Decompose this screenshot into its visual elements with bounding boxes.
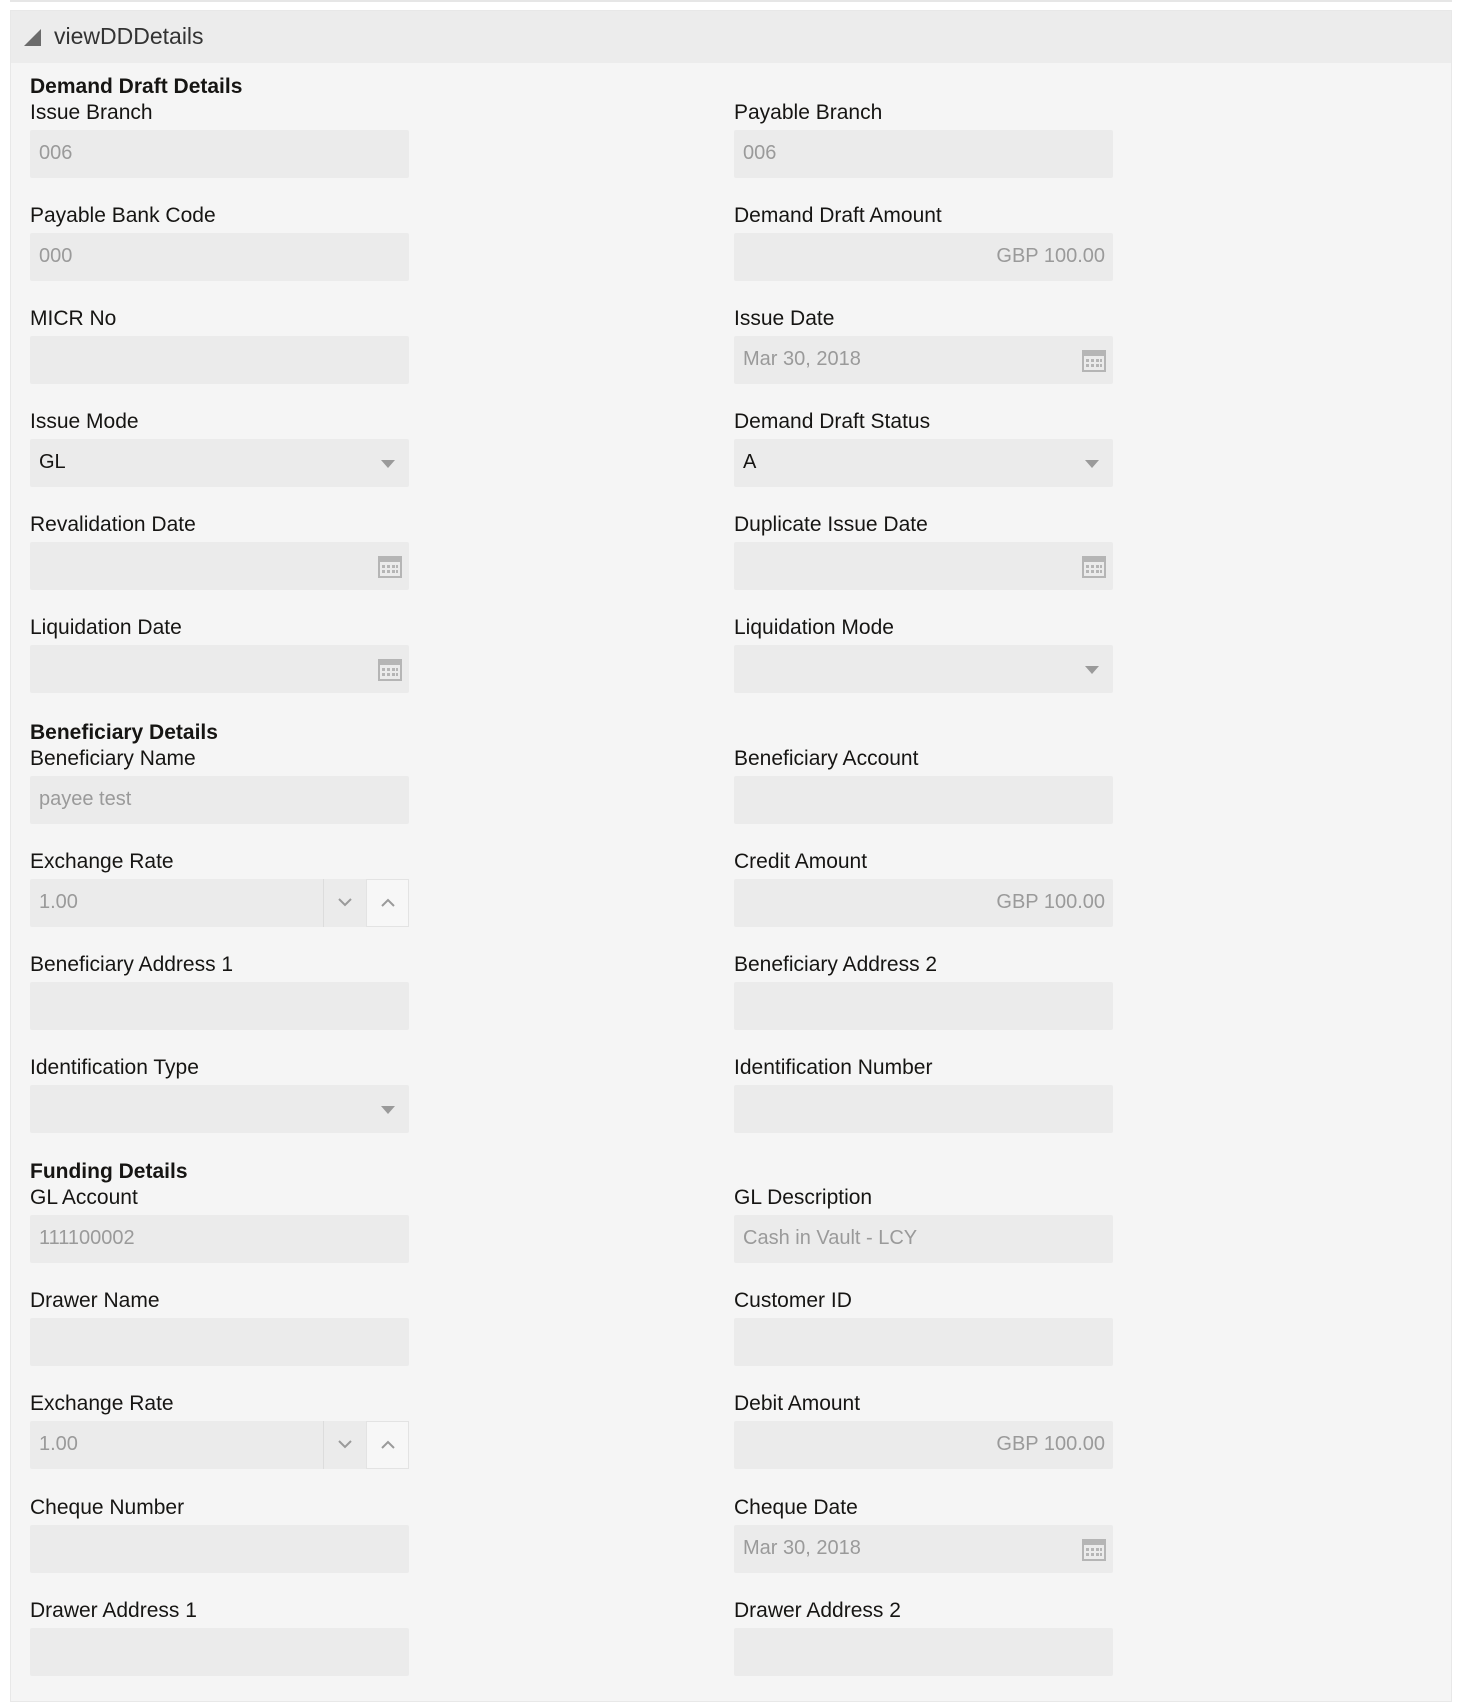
gl-description-field[interactable]: [734, 1215, 1113, 1263]
fund-exchange-rate-label: Exchange Rate: [30, 1392, 174, 1415]
beneficiary-account-field[interactable]: [734, 776, 1113, 824]
cheque-number-field[interactable]: [30, 1525, 409, 1573]
gl-account-field[interactable]: [30, 1215, 409, 1263]
issue-mode-select[interactable]: [30, 439, 409, 487]
duplicate-issue-date-label: Duplicate Issue Date: [734, 513, 928, 536]
cheque-number-label: Cheque Number: [30, 1496, 185, 1519]
dd-status-select[interactable]: [734, 439, 1113, 487]
issue-mode-label: Issue Mode: [30, 410, 139, 433]
liquidation-mode-select[interactable]: [734, 645, 1113, 693]
beneficiary-account-label: Beneficiary Account: [734, 747, 919, 770]
payable-branch-label: Payable Branch: [734, 101, 883, 124]
chevron-down-icon[interactable]: [381, 460, 395, 468]
section-title-funding: Funding Details: [30, 1160, 188, 1183]
debit-amount-field[interactable]: [734, 1421, 1113, 1469]
gl-account-label: GL Account: [30, 1186, 138, 1209]
chevron-down-icon[interactable]: [1085, 460, 1099, 468]
issue-date-label: Issue Date: [734, 307, 835, 330]
chevron-down-icon: [337, 1438, 353, 1450]
decrement-button[interactable]: [323, 879, 366, 927]
ben-address-2-label: Beneficiary Address 2: [734, 953, 938, 976]
beneficiary-name-label: Beneficiary Name: [30, 747, 196, 770]
beneficiary-name-value: payee test: [39, 788, 132, 810]
chevron-up-icon: [380, 897, 396, 909]
calendar-icon[interactable]: [1082, 1537, 1106, 1561]
identification-number-field[interactable]: [734, 1085, 1113, 1133]
identification-number-label: Identification Number: [734, 1056, 933, 1079]
issue-date-field[interactable]: [734, 336, 1113, 384]
identification-type-label: Identification Type: [30, 1056, 199, 1079]
decrement-button[interactable]: [323, 1421, 366, 1469]
issue-date-value: Mar 30, 2018: [743, 348, 861, 370]
cheque-date-value: Mar 30, 2018: [743, 1537, 861, 1559]
micr-no-label: MICR No: [30, 307, 117, 330]
credit-amount-label: Credit Amount: [734, 850, 868, 873]
chevron-down-icon[interactable]: [1085, 666, 1099, 674]
cheque-date-label: Cheque Date: [734, 1496, 858, 1519]
ben-exchange-rate-input[interactable]: [30, 879, 409, 927]
dd-status-label: Demand Draft Status: [734, 410, 931, 433]
calendar-icon[interactable]: [1082, 348, 1106, 372]
duplicate-issue-date-field[interactable]: [734, 542, 1113, 590]
micr-no-field[interactable]: [30, 336, 409, 384]
credit-amount-field[interactable]: [734, 879, 1113, 927]
issue-branch-label: Issue Branch: [30, 101, 153, 124]
calendar-icon[interactable]: [378, 554, 402, 578]
calendar-icon[interactable]: [378, 657, 402, 681]
payable-bank-code-value: 000: [39, 245, 73, 267]
increment-button[interactable]: [366, 879, 409, 927]
payable-bank-code-field[interactable]: [30, 233, 409, 281]
panel-title: viewDDDetails: [54, 23, 204, 49]
identification-type-select[interactable]: [30, 1085, 409, 1133]
payable-bank-code-label: Payable Bank Code: [30, 204, 216, 227]
drawer-name-label: Drawer Name: [30, 1289, 160, 1312]
drawer-name-field[interactable]: [30, 1318, 409, 1366]
dd-amount-field[interactable]: [734, 233, 1113, 281]
chevron-down-icon[interactable]: [381, 1106, 395, 1114]
chevron-down-icon: [337, 896, 353, 908]
gl-description-value: Cash in Vault - LCY: [743, 1227, 918, 1249]
payable-branch-value: 006: [743, 142, 777, 164]
issue-branch-value: 006: [39, 142, 73, 164]
liquidation-date-field[interactable]: [30, 645, 409, 693]
cheque-date-field[interactable]: [734, 1525, 1113, 1573]
section-title-demand-draft: Demand Draft Details: [30, 75, 243, 98]
debit-amount-label: Debit Amount: [734, 1392, 861, 1415]
drawer-address-1-label: Drawer Address 1: [30, 1599, 197, 1622]
calendar-icon[interactable]: [1082, 554, 1106, 578]
customer-id-label: Customer ID: [734, 1289, 852, 1312]
fund-exchange-rate-value: 1.00: [39, 1433, 78, 1455]
beneficiary-name-field[interactable]: [30, 776, 409, 824]
view-dd-details-panel: [10, 10, 1452, 1702]
ben-exchange-rate-value: 1.00: [39, 891, 78, 913]
fund-exchange-rate-input[interactable]: [30, 1421, 409, 1469]
top-divider: [10, 0, 1452, 2]
ben-exchange-rate-label: Exchange Rate: [30, 850, 174, 873]
payable-branch-field[interactable]: [734, 130, 1113, 178]
chevron-up-icon: [380, 1439, 396, 1451]
dd-amount-label: Demand Draft Amount: [734, 204, 942, 227]
credit-amount-value: GBP 100.00: [996, 891, 1105, 913]
revalidation-date-field[interactable]: [30, 542, 409, 590]
liquidation-mode-label: Liquidation Mode: [734, 616, 894, 639]
dd-status-value: A: [743, 451, 757, 473]
gl-description-label: GL Description: [734, 1186, 873, 1209]
debit-amount-value: GBP 100.00: [996, 1433, 1105, 1455]
collapse-triangle-icon[interactable]: [24, 29, 41, 46]
dd-amount-value: GBP 100.00: [996, 245, 1105, 267]
revalidation-date-label: Revalidation Date: [30, 513, 196, 536]
drawer-address-2-field[interactable]: [734, 1628, 1113, 1676]
liquidation-date-label: Liquidation Date: [30, 616, 182, 639]
ben-address-1-field[interactable]: [30, 982, 409, 1030]
drawer-address-1-field[interactable]: [30, 1628, 409, 1676]
ben-address-2-field[interactable]: [734, 982, 1113, 1030]
customer-id-field[interactable]: [734, 1318, 1113, 1366]
section-title-beneficiary: Beneficiary Details: [30, 721, 218, 744]
ben-address-1-label: Beneficiary Address 1: [30, 953, 234, 976]
increment-button[interactable]: [366, 1421, 409, 1469]
panel-header[interactable]: [11, 11, 1451, 63]
issue-mode-value: GL: [39, 451, 66, 473]
gl-account-value: 111100002: [39, 1227, 135, 1249]
issue-branch-field[interactable]: [30, 130, 409, 178]
drawer-address-2-label: Drawer Address 2: [734, 1599, 901, 1622]
